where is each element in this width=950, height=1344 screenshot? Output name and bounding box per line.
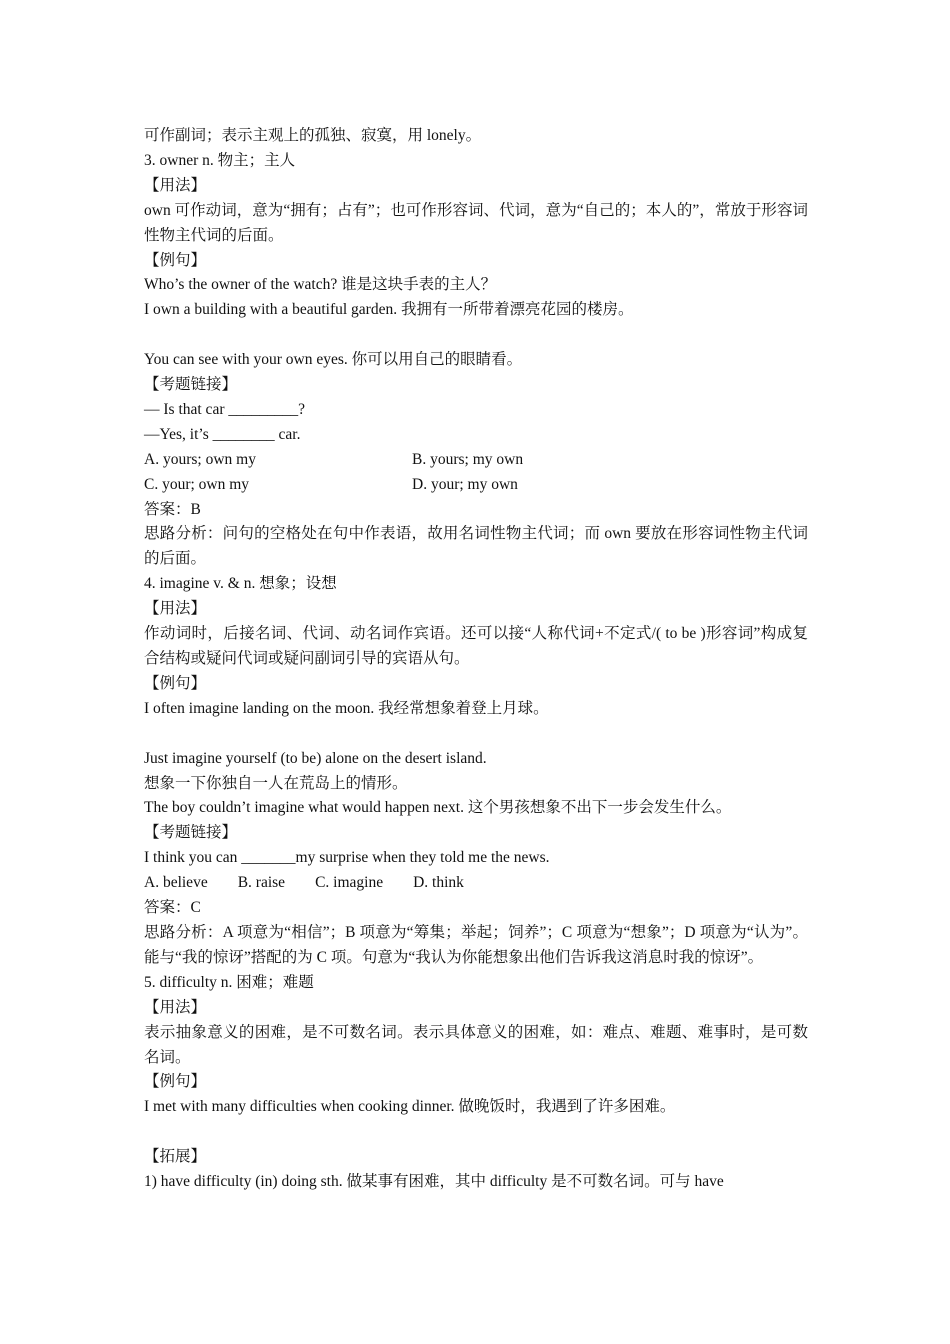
answer-line: 答案：B: [144, 500, 201, 518]
options-row: [144, 871, 808, 896]
section-label-extension: 【拓展】: [144, 1148, 207, 1166]
example-sentence: I often imagine landing on the moon. 我经常想象着登上月球。: [144, 699, 549, 717]
option-d: D. your; my own: [412, 475, 518, 493]
example-sentence: I own a building with a beautiful garden. 我拥有一所带着漂亮花园的楼房。: [144, 301, 634, 319]
example-sentence: I met with many difficulties when cooking dinner. 做晚饭时，我遇到了许多困难。: [144, 1098, 676, 1116]
section-label-example: 【例句】: [144, 1073, 207, 1091]
option-a: A. believe: [144, 874, 208, 892]
document-page: [144, 124, 808, 1195]
analysis-paragraph: 思路分析：A 项意为“相信”；B 项意为“筹集；举起；饲养”；C 项意为“想象”；D 项意为“认为”。能与“我的惊讶”搭配的为 C 项。句意为“我认为你能想象出他们告诉我这消息时我的惊讶”。: [144, 923, 808, 966]
section-label-example: 【例句】: [144, 251, 207, 269]
analysis-paragraph: 思路分析：问句的空格处在句中作表语，故用名词性物主代词；而 own 要放在形容词性物主代词的后面。: [144, 525, 808, 568]
option-d: D. think: [413, 874, 464, 892]
option-b: B. raise: [237, 874, 286, 892]
options-row: [144, 473, 808, 498]
blank-line: [144, 1120, 808, 1145]
entry-heading-owner: 3. owner n. 物主；主人: [144, 151, 296, 169]
option-c: C. imagine: [315, 874, 384, 892]
question-line: I think you can _______my surprise when they told me the news.: [144, 849, 550, 867]
answer-line: 答案：C: [144, 899, 201, 917]
question-line: —Yes, it’s ________ car.: [144, 425, 301, 443]
example-sentence: You can see with your own eyes. 你可以用自己的眼睛看。: [144, 351, 523, 369]
option-b: B. yours; my own: [412, 450, 524, 468]
example-sentence: The boy couldn’t imagine what would happen next. 这个男孩想象不出下一步会发生什么。: [144, 799, 732, 817]
example-sentence: Who’s the owner of the watch? 谁是这块手表的主人？: [144, 276, 497, 294]
section-label-exam: 【考题链接】: [144, 376, 238, 394]
section-label-exam: 【考题链接】: [144, 824, 238, 842]
section-label-usage: 【用法】: [144, 600, 207, 618]
example-translation: 想象一下你独自一人在荒岛上的情形。: [144, 774, 408, 792]
section-label-usage: 【用法】: [144, 176, 207, 194]
example-sentence: Just imagine yourself (to be) alone on the desert island.: [144, 749, 487, 767]
option-c: C. your; own my: [144, 475, 250, 493]
blank-line: [144, 722, 808, 747]
usage-paragraph: own 可作动词，意为“拥有；占有”；也可作形容词、代词，意为“自己的；本人的”，常放于形容词性物主代词的后面。: [144, 201, 808, 244]
option-a: A. yours; own my: [144, 450, 256, 468]
usage-paragraph: 表示抽象意义的困难，是不可数名词。表示具体意义的困难，如：难点、难题、难事时，是可数名词。: [144, 1023, 808, 1066]
options-row: [144, 448, 808, 473]
blank-line: [144, 323, 808, 348]
section-label-usage: 【用法】: [144, 998, 207, 1016]
section-label-example: 【例句】: [144, 674, 207, 692]
entry-heading-difficulty: 5. difficulty n. 困难；难题: [144, 973, 314, 991]
text-line: 可作副词；表示主观上的孤独、寂寞，用 lonely。: [144, 127, 482, 144]
extension-paragraph: 1) have difficulty (in) doing sth. 做某事有困难，其中 difficulty 是不可数名词。可与 have: [144, 1173, 724, 1191]
entry-heading-imagine: 4. imagine v. & n. 想象；设想: [144, 575, 337, 593]
usage-paragraph: 作动词时，后接名词、代词、动名词作宾语。还可以接“人称代词+不定式/( to be )形容词”构成复合结构或疑问代词或疑问副词引导的宾语从句。: [144, 625, 808, 668]
question-line: — Is that car _________?: [144, 400, 305, 418]
